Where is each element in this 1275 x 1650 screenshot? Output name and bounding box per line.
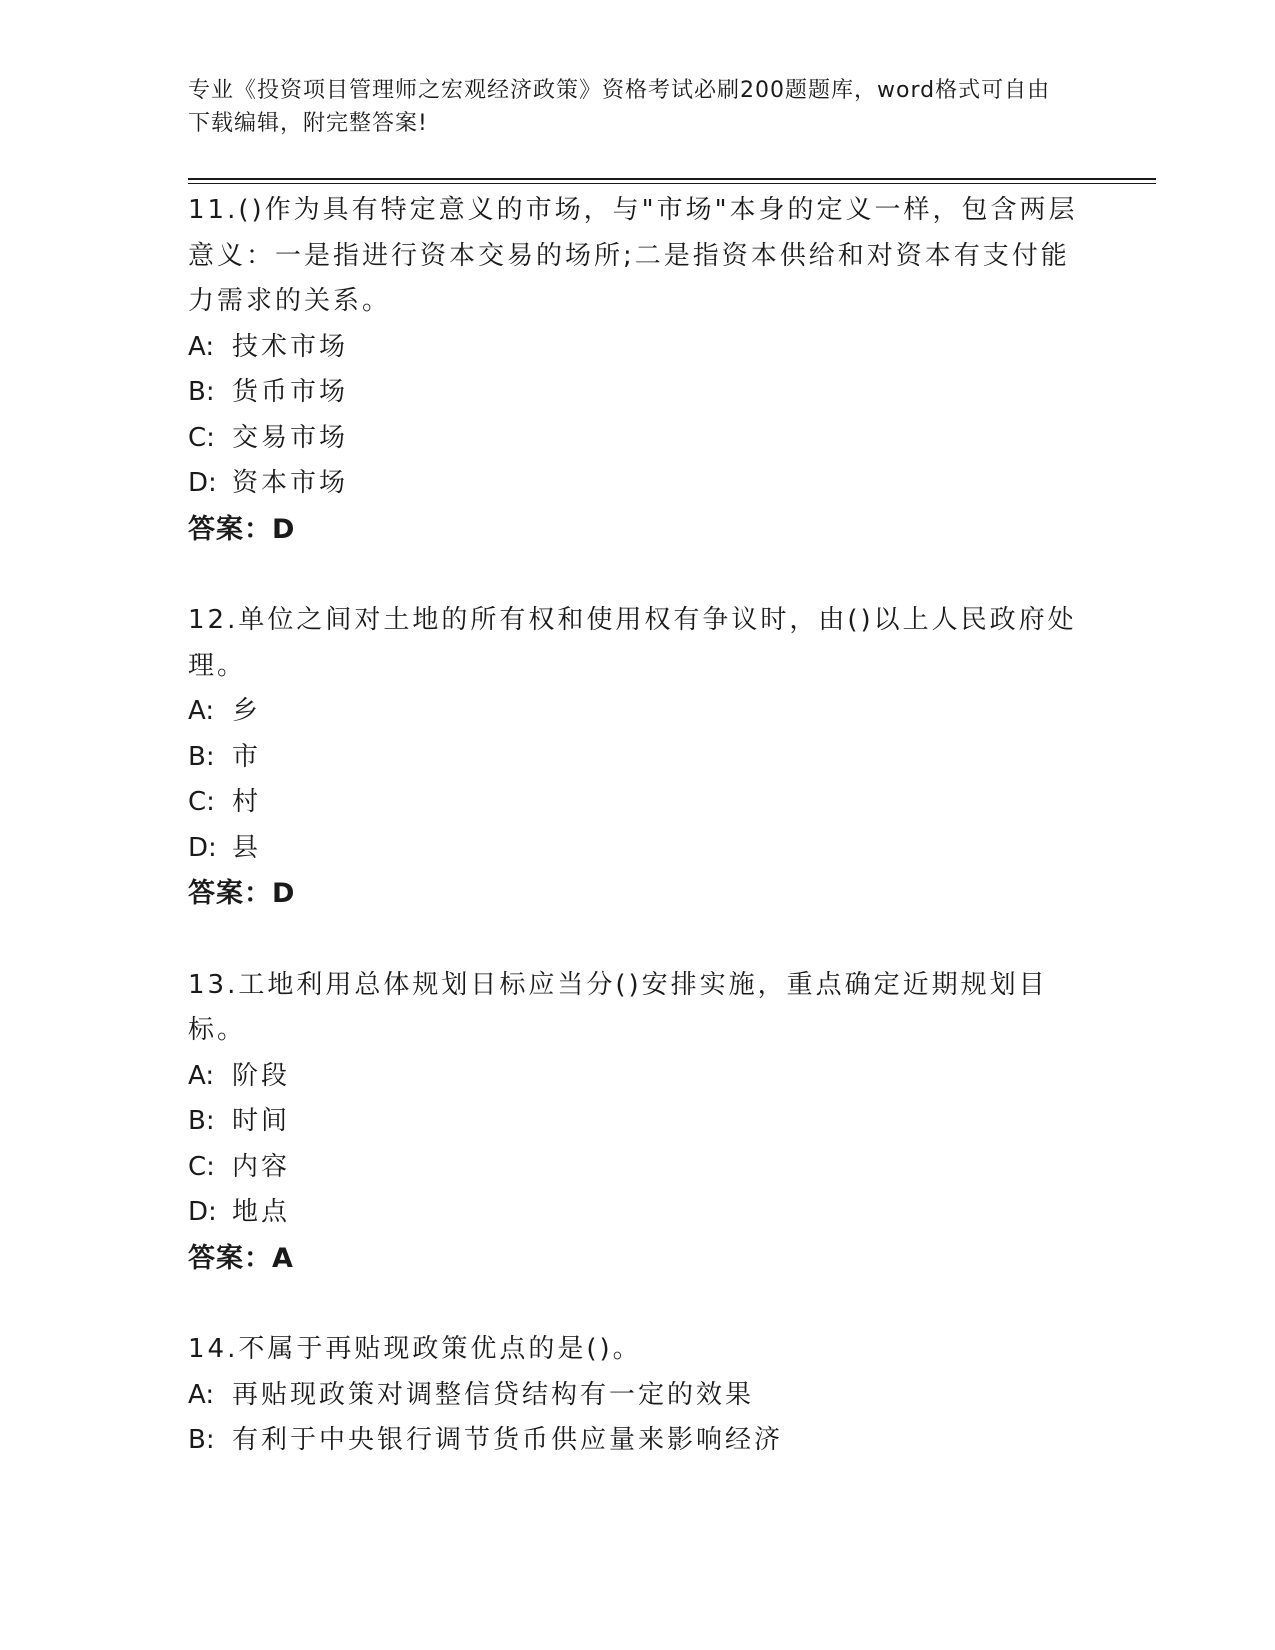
- option-letter: D:: [188, 1197, 217, 1227]
- option-a: [188, 689, 1078, 735]
- question-13: [188, 963, 1078, 1282]
- option-letter: A:: [188, 1060, 215, 1091]
- option-c: [188, 416, 1078, 462]
- document-header: 专业《投资项目管理师之宏观经济政策》资格考试必刷200题题库，word格式可自由下载编辑，附完整答案!: [188, 78, 1051, 136]
- option-letter: B:: [188, 741, 215, 772]
- answer-label: 答案：D: [188, 513, 296, 545]
- option-text: 再贴现政策对调整信贷结构有一定的效果: [232, 1379, 755, 1410]
- option-text: 乡: [232, 696, 262, 726]
- option-letter: B:: [188, 1106, 215, 1136]
- question-text: 11.()作为具有特定意义的市场，与"市场"本身的定义一样，包含两层意义：一是指进行资本交易的场所;二是指资本供给和对资本有支付能力需求的关系。: [188, 195, 1078, 316]
- option-a: [188, 1373, 1078, 1419]
- option-letter: B:: [188, 1425, 215, 1455]
- option-letter: A:: [188, 696, 215, 726]
- option-text: 阶段: [232, 1060, 291, 1091]
- option-b: [188, 735, 1078, 781]
- option-b: [188, 370, 1078, 416]
- question-list: [188, 188, 1078, 1510]
- option-letter: C:: [188, 1151, 215, 1182]
- option-text: 时间: [232, 1106, 291, 1136]
- question-text: 14.不属于再贴现政策优点的是()。: [188, 1334, 642, 1364]
- option-b: [188, 1418, 1078, 1464]
- option-text: 市: [232, 741, 262, 772]
- option-d: [188, 826, 1078, 872]
- option-letter: A:: [188, 1379, 215, 1410]
- option-text: 货币市场: [232, 377, 349, 407]
- option-text: 交易市场: [232, 422, 349, 453]
- option-a: [188, 325, 1078, 371]
- option-letter: B:: [188, 377, 215, 407]
- header-divider-thick: [188, 178, 1156, 180]
- option-d: [188, 461, 1078, 507]
- option-letter: A:: [188, 331, 215, 362]
- option-b: [188, 1099, 1078, 1145]
- option-text: 地点: [232, 1197, 291, 1227]
- option-c: [188, 780, 1078, 826]
- question-text: 13.工地利用总体规划日标应当分()安排实施，重点确定近期规划目标。: [188, 969, 1048, 1045]
- option-text: 内容: [232, 1151, 291, 1182]
- option-text: 村: [232, 787, 262, 817]
- answer-label: 答案：A: [188, 1242, 294, 1274]
- option-d: [188, 1190, 1078, 1236]
- option-c: [188, 1145, 1078, 1191]
- answer-label: 答案：D: [188, 878, 296, 909]
- question-11: [188, 188, 1078, 552]
- option-letter: C:: [188, 787, 215, 817]
- option-letter: D:: [188, 468, 217, 498]
- option-letter: D:: [188, 832, 217, 863]
- header-divider-thin: [188, 183, 1156, 184]
- option-text: 县: [232, 832, 262, 863]
- option-a: [188, 1054, 1078, 1100]
- option-text: 资本市场: [232, 468, 349, 498]
- option-text: 技术市场: [232, 331, 349, 362]
- option-text: 有利于中央银行调节货币供应量来影响经济: [232, 1425, 784, 1455]
- question-14: [188, 1327, 1078, 1464]
- question-text: 12.单位之间对土地的所有权和使用权有争议时，由()以上人民政府处理。: [188, 605, 1077, 681]
- question-12: [188, 598, 1078, 917]
- option-letter: C:: [188, 422, 215, 453]
